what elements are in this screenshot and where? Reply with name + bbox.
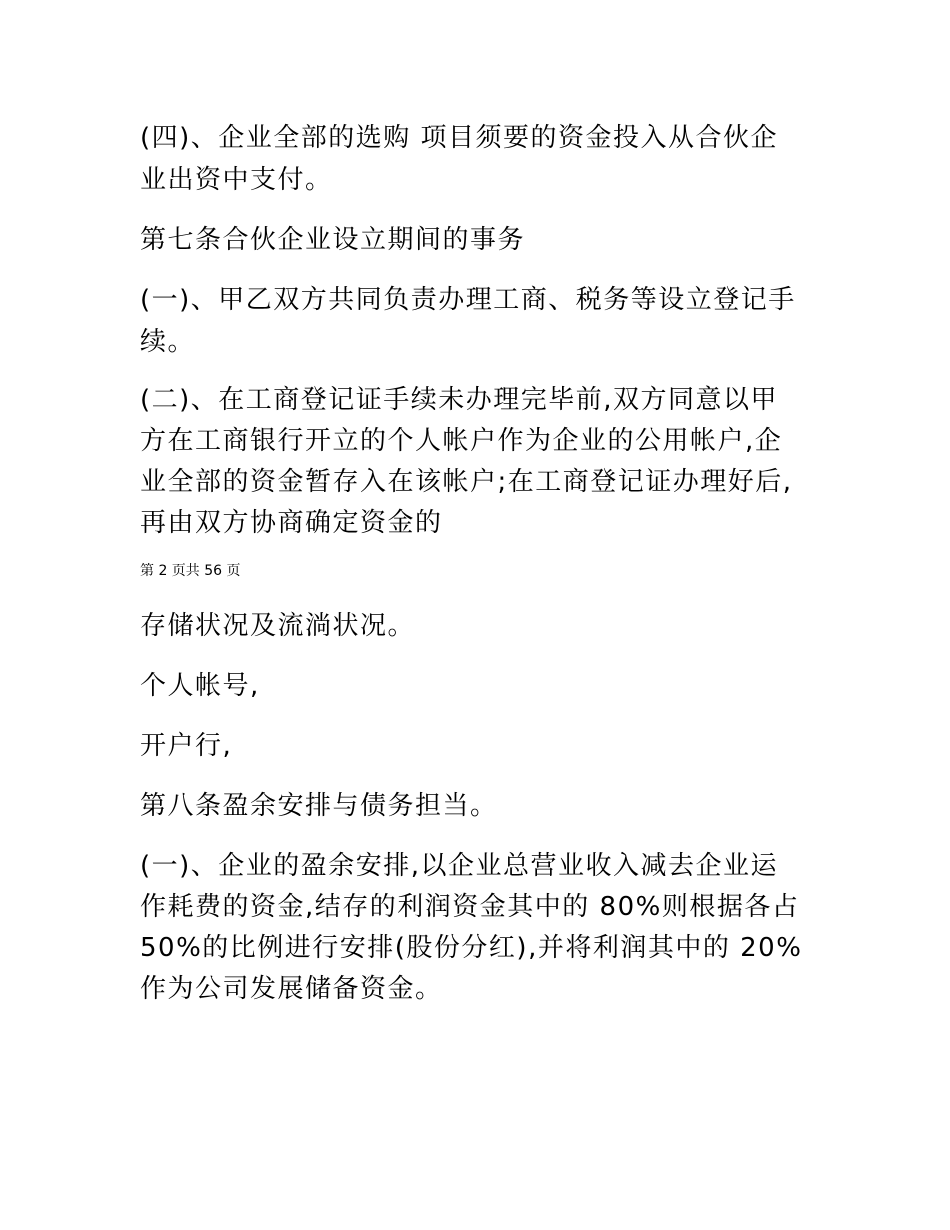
opening-bank-line: 开户行, <box>140 731 233 761</box>
paragraph-4-line-1: (四)、企业全部的选购 项目须要的资金投入从合伙企 <box>140 123 779 153</box>
storage-status-line: 存储状况及流淌状况。 <box>140 611 416 641</box>
profit-paragraph-line-2: 作耗费的资金,结存的利润资金其中的 80%则根据各占 <box>140 892 800 922</box>
personal-account-line: 个人帐号, <box>140 671 260 701</box>
paragraph-1-line-2: 续。 <box>140 327 196 357</box>
paragraph-2-line-4: 再由双方协商确定资金的 <box>140 508 443 538</box>
profit-paragraph-line-4: 作为公司发展储备资金。 <box>140 974 443 1004</box>
paragraph-2-line-2: 方在工商银行开立的个人帐户作为企业的公用帐户,企 <box>140 426 783 456</box>
paragraph-2-line-1: (二)、在工商登记证手续未办理完毕前,双方同意以甲 <box>140 385 779 415</box>
page-footer: 第 2 页共 56 页 <box>140 563 241 579</box>
paragraph-4-line-2: 业出资中支付。 <box>140 165 333 195</box>
profit-paragraph-line-1: (一)、企业的盈余安排,以企业总营业收入减去企业运 <box>140 851 779 881</box>
profit-paragraph-line-3: 50%的比例进行安排(股份分红),并将利润其中的 20% <box>140 933 803 963</box>
paragraph-1-line-1: (一)、甲乙双方共同负责办理工商、税务等设立登记手 <box>140 285 796 315</box>
paragraph-2-line-3: 业全部的资金暂存入在该帐户;在工商登记证办理好后, <box>140 467 793 497</box>
article-7-heading: 第七条合伙企业设立期间的事务 <box>140 225 526 255</box>
article-8-heading: 第八条盈余安排与债务担当。 <box>140 791 498 821</box>
